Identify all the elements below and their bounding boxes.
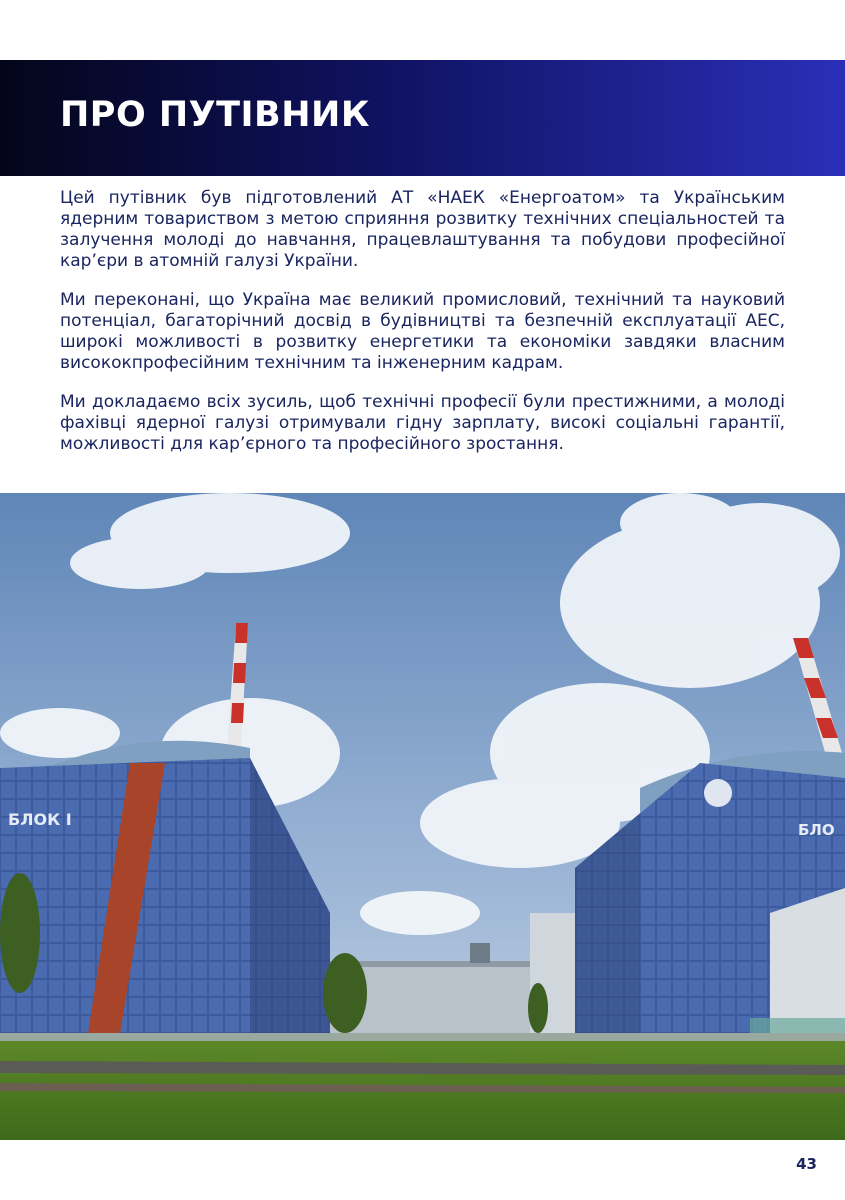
paragraph-2: Ми переконані, що Україна має великий промисловий, технічний та науковий потенціал, багаторічний досвід в будівництві та безпечній експлуатації АЕС, широкі можливості в розвитку енергетики та економіки завдяки власним висококпрофесійним технічним та інженерним кадрам.: [60, 290, 785, 373]
intro-text: [60, 188, 785, 473]
nuclear-plant-photo: [0, 493, 845, 1140]
unit-sign-left: БЛОК І: [8, 810, 72, 829]
paragraph-1: Цей путівник був підготовлений АТ «НАЕК «Енергоатом» та Українським ядерним товариством з метою сприяння розвитку технічних спеціальностей та залучення молоді до навчання, працевлаштування та побудови професійної кар’єри в атомній галузі України.: [60, 188, 785, 271]
paragraph-3: Ми докладаємо всіх зусиль, щоб технічні професії були престижними, а молоді фахівці ядерної галузі отримували гідну зарплату, високі соціальні гарантії, можливості для кар’єрного та професійного зростання.: [60, 392, 785, 454]
unit-sign-right: БЛО: [798, 821, 835, 839]
page-number: 43: [796, 1155, 817, 1173]
page-title: ПРО ПУТІВНИК: [60, 95, 370, 135]
